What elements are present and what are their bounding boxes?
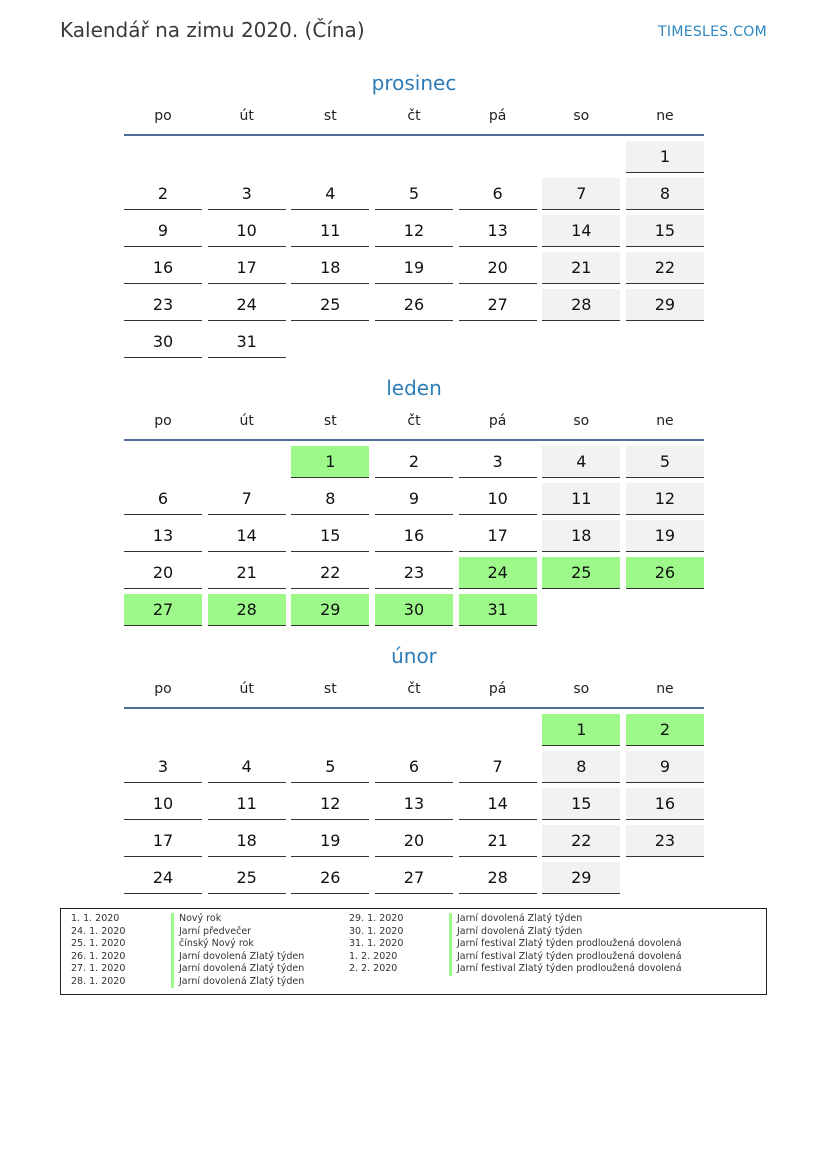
day-cell[interactable]: 20: [459, 252, 537, 284]
legend-row: [61, 926, 304, 939]
empty-cell: [542, 594, 620, 625]
holiday-day-cell[interactable]: 31: [459, 594, 537, 626]
day-cell[interactable]: 2: [375, 446, 453, 478]
day-cell[interactable]: 7: [208, 483, 286, 515]
weekend-day-cell[interactable]: 12: [626, 483, 704, 515]
weekend-day-cell[interactable]: 19: [626, 520, 704, 552]
holiday-day-cell[interactable]: 26: [626, 557, 704, 589]
weekend-day-cell[interactable]: 18: [542, 520, 620, 552]
day-cell[interactable]: 17: [124, 825, 202, 857]
legend-date: 31. 1. 2020: [349, 938, 404, 949]
legend-date: 2. 2. 2020: [349, 963, 398, 974]
day-cell[interactable]: 10: [208, 215, 286, 247]
weekend-day-cell[interactable]: 9: [626, 751, 704, 783]
empty-cell: [542, 326, 620, 357]
legend-row: [339, 951, 682, 964]
day-cell[interactable]: 30: [124, 326, 202, 358]
legend-date: 30. 1. 2020: [349, 925, 404, 937]
empty-cell: [626, 326, 704, 357]
legend-holiday-name: čínský Nový rok: [171, 938, 254, 951]
day-cell[interactable]: 19: [375, 252, 453, 284]
empty-cell: [208, 141, 286, 172]
empty-cell: [124, 141, 202, 172]
empty-cell: [542, 141, 620, 172]
empty-cell: [208, 714, 286, 745]
legend-column-right: [339, 913, 682, 976]
empty-cell: [375, 714, 453, 745]
day-cell[interactable]: 10: [459, 483, 537, 515]
empty-cell: [124, 446, 202, 477]
legend-date: 24. 1. 2020: [71, 925, 126, 937]
legend-holiday-name: Jarní festival Zlatý týden prodloužená dovolená: [449, 963, 682, 976]
day-cell[interactable]: 3: [208, 178, 286, 210]
legend-holiday-name: Jarní dovolená Zlatý týden: [449, 926, 582, 939]
legend-date: 1. 2. 2020: [349, 950, 398, 962]
weekday-label: po: [154, 681, 172, 697]
day-cell[interactable]: 6: [459, 178, 537, 210]
day-grid: [124, 714, 704, 894]
day-cell[interactable]: 11: [208, 788, 286, 820]
weekend-day-cell[interactable]: 5: [626, 446, 704, 478]
day-cell[interactable]: 9: [375, 483, 453, 515]
day-cell[interactable]: 25: [208, 862, 286, 894]
weekday-label: út: [239, 413, 254, 429]
day-cell[interactable]: 13: [124, 520, 202, 552]
weekday-label: st: [323, 108, 337, 124]
day-cell[interactable]: 23: [375, 557, 453, 589]
weekend-day-cell[interactable]: 16: [626, 788, 704, 820]
holiday-day-cell[interactable]: 28: [208, 594, 286, 626]
weekday-label: út: [239, 108, 254, 124]
legend-row: [61, 963, 304, 976]
weekday-label: st: [323, 413, 337, 429]
day-cell[interactable]: 12: [375, 215, 453, 247]
empty-cell: [459, 141, 537, 172]
weekday-label: po: [154, 108, 172, 124]
legend-row: [61, 913, 304, 926]
legend-holiday-name: Jarní předvečer: [171, 926, 251, 939]
day-cell[interactable]: 19: [291, 825, 369, 857]
day-cell[interactable]: 5: [375, 178, 453, 210]
month-december: [124, 68, 704, 358]
legend-row: [339, 963, 682, 976]
day-cell[interactable]: 17: [459, 520, 537, 552]
day-cell[interactable]: 15: [291, 520, 369, 552]
empty-cell: [375, 141, 453, 172]
legend-holiday-name: Jarní festival Zlatý týden prodloužená dovolená: [449, 938, 682, 951]
weekday-header: [124, 403, 704, 441]
day-cell[interactable]: 18: [208, 825, 286, 857]
empty-cell: [124, 714, 202, 745]
day-cell[interactable]: 5: [291, 751, 369, 783]
legend-row: [339, 913, 682, 926]
weekday-label: ne: [656, 108, 674, 124]
holiday-legend: [60, 908, 767, 995]
empty-cell: [291, 141, 369, 172]
day-cell[interactable]: 31: [208, 326, 286, 358]
empty-cell: [375, 326, 453, 357]
weekend-day-cell[interactable]: 7: [542, 178, 620, 210]
page-title: Kalendář na zimu 2020. (Čína): [60, 18, 365, 42]
holiday-day-cell[interactable]: 1: [291, 446, 369, 478]
day-cell[interactable]: 17: [208, 252, 286, 284]
weekend-day-cell[interactable]: 4: [542, 446, 620, 478]
weekday-label: čt: [407, 108, 421, 124]
day-cell[interactable]: 22: [291, 557, 369, 589]
legend-date: 27. 1. 2020: [71, 963, 126, 974]
day-cell[interactable]: 16: [124, 252, 202, 284]
weekend-day-cell[interactable]: 29: [626, 289, 704, 321]
day-cell[interactable]: 6: [124, 483, 202, 515]
empty-cell: [626, 594, 704, 625]
day-cell[interactable]: 10: [124, 788, 202, 820]
legend-date: 26. 1. 2020: [71, 950, 126, 962]
day-cell[interactable]: 21: [459, 825, 537, 857]
legend-row: [61, 951, 304, 964]
day-cell[interactable]: 23: [124, 289, 202, 321]
legend-holiday-name: Nový rok: [171, 913, 221, 926]
day-cell[interactable]: 28: [459, 862, 537, 894]
day-cell[interactable]: 12: [291, 788, 369, 820]
day-cell[interactable]: 26: [291, 862, 369, 894]
month-february: [124, 641, 704, 894]
day-cell[interactable]: 13: [375, 788, 453, 820]
day-cell[interactable]: 21: [208, 557, 286, 589]
empty-cell: [459, 326, 537, 357]
legend-date: 28. 1. 2020: [71, 975, 126, 987]
empty-cell: [459, 714, 537, 745]
weekend-day-cell[interactable]: 22: [542, 825, 620, 857]
day-cell[interactable]: 14: [459, 788, 537, 820]
day-cell[interactable]: 4: [208, 751, 286, 783]
weekend-day-cell[interactable]: 29: [542, 862, 620, 894]
day-cell[interactable]: 3: [459, 446, 537, 478]
day-cell[interactable]: 24: [208, 289, 286, 321]
day-cell[interactable]: 26: [375, 289, 453, 321]
legend-holiday-name: Jarní festival Zlatý týden prodloužená dovolená: [449, 951, 682, 964]
day-cell[interactable]: 13: [459, 215, 537, 247]
weekday-label: pá: [488, 413, 507, 429]
month-title: prosinec: [371, 71, 457, 95]
day-grid: [124, 446, 704, 626]
legend-row: [339, 926, 682, 939]
legend-column-left: [61, 913, 304, 988]
holiday-day-cell[interactable]: 24: [459, 557, 537, 589]
weekend-day-cell[interactable]: 23: [626, 825, 704, 857]
day-cell[interactable]: 4: [291, 178, 369, 210]
weekday-label: st: [323, 681, 337, 697]
weekday-header: [124, 671, 704, 709]
weekend-day-cell[interactable]: 21: [542, 252, 620, 284]
month-january: [124, 373, 704, 626]
weekend-day-cell[interactable]: 15: [626, 215, 704, 247]
day-cell[interactable]: 25: [291, 289, 369, 321]
holiday-day-cell[interactable]: 27: [124, 594, 202, 626]
day-cell[interactable]: 6: [375, 751, 453, 783]
legend-row: [339, 938, 682, 951]
weekday-label: so: [573, 413, 590, 429]
weekend-day-cell[interactable]: 8: [626, 178, 704, 210]
legend-row: [61, 938, 304, 951]
empty-cell: [208, 446, 286, 477]
legend-date: 25. 1. 2020: [71, 938, 126, 949]
day-cell[interactable]: 7: [459, 751, 537, 783]
weekend-day-cell[interactable]: 15: [542, 788, 620, 820]
legend-holiday-name: Jarní dovolená Zlatý týden: [171, 951, 304, 964]
legend-holiday-name: Jarní dovolená Zlatý týden: [449, 913, 582, 926]
holiday-day-cell[interactable]: 25: [542, 557, 620, 589]
day-cell[interactable]: 2: [124, 178, 202, 210]
weekday-label: čt: [407, 681, 421, 697]
month-title: únor: [391, 644, 437, 668]
month-title: leden: [386, 376, 442, 400]
weekday-label: ne: [656, 681, 674, 697]
day-cell[interactable]: 16: [375, 520, 453, 552]
day-cell[interactable]: 11: [291, 215, 369, 247]
day-cell[interactable]: 14: [208, 520, 286, 552]
weekday-label: pá: [488, 108, 507, 124]
holiday-day-cell[interactable]: 30: [375, 594, 453, 626]
day-cell[interactable]: 27: [459, 289, 537, 321]
day-cell[interactable]: 24: [124, 862, 202, 894]
weekday-label: čt: [407, 413, 421, 429]
brand-link[interactable]: TIMESLES.COM: [658, 24, 767, 40]
holiday-day-cell[interactable]: 29: [291, 594, 369, 626]
weekday-label: so: [573, 108, 590, 124]
day-cell[interactable]: 20: [124, 557, 202, 589]
weekday-label: pá: [488, 681, 507, 697]
weekend-day-cell[interactable]: 1: [626, 141, 704, 173]
weekend-day-cell[interactable]: 22: [626, 252, 704, 284]
weekday-label: ne: [656, 413, 674, 429]
empty-cell: [291, 326, 369, 357]
day-cell[interactable]: 27: [375, 862, 453, 894]
legend-row: [61, 976, 304, 989]
day-grid: [124, 141, 704, 358]
legend-date: 29. 1. 2020: [349, 913, 404, 924]
weekday-label: út: [239, 681, 254, 697]
day-cell[interactable]: 20: [375, 825, 453, 857]
weekend-day-cell[interactable]: 8: [542, 751, 620, 783]
holiday-day-cell[interactable]: 2: [626, 714, 704, 746]
weekend-day-cell[interactable]: 11: [542, 483, 620, 515]
weekday-label: po: [154, 413, 172, 429]
legend-holiday-name: Jarní dovolená Zlatý týden: [171, 963, 304, 976]
weekend-day-cell[interactable]: 14: [542, 215, 620, 247]
holiday-day-cell[interactable]: 1: [542, 714, 620, 746]
day-cell[interactable]: 18: [291, 252, 369, 284]
empty-cell: [626, 862, 704, 893]
legend-holiday-name: Jarní dovolená Zlatý týden: [171, 976, 304, 989]
day-cell[interactable]: 8: [291, 483, 369, 515]
empty-cell: [291, 714, 369, 745]
weekday-label: so: [573, 681, 590, 697]
day-cell[interactable]: 9: [124, 215, 202, 247]
weekend-day-cell[interactable]: 28: [542, 289, 620, 321]
day-cell[interactable]: 3: [124, 751, 202, 783]
weekday-header: [124, 98, 704, 136]
legend-date: 1. 1. 2020: [71, 913, 120, 924]
